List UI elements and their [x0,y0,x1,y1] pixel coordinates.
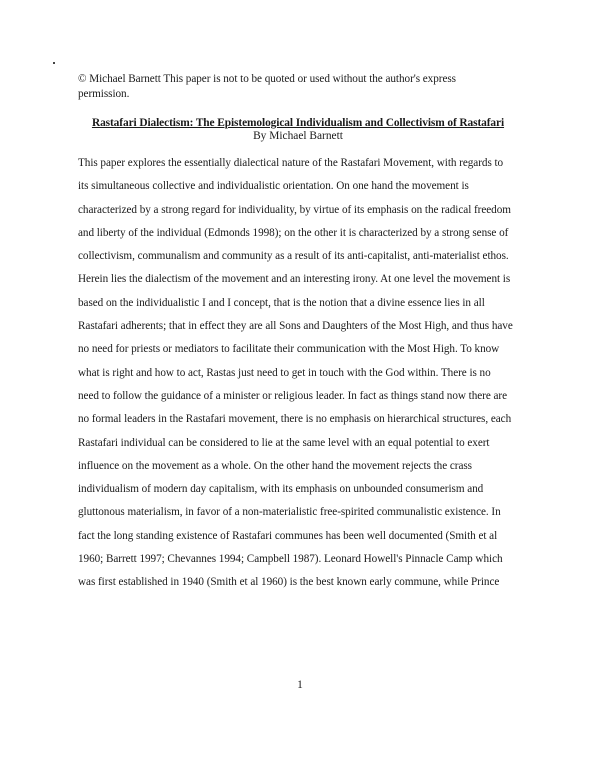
body-line: no formal leaders in the Rastafari movement, there is no emphasis on hierarchical structures, each [78,413,512,426]
body-line: based on the individualistic I and I concept, that is the notion that a divine essence lies in all [78,296,485,309]
body-line: This paper explores the essentially dialectical nature of the Rastafari Movement, with regards to [78,157,504,169]
body-line: no need for priests or mediators to facilitate their communication with the Most High. To know [78,343,500,356]
paper-title: Rastafari Dialectism: The Epistemological Individualism and Collectivism of Rastafari [91,117,505,129]
body-line: its simultaneous collective and individualistic orientation. On one hand the movement is [78,180,469,193]
body-line: need to follow the guidance of a minister or religious leader. In fact as things stand now there are [78,389,507,402]
body-line: Rastafari adherents; that in effect they are all Sons and Daughters of the Most High, and thus have [78,320,513,333]
body-line: individualism of modern day capitalism, with its emphasis on unbounded consumerism and [78,483,484,496]
author-byline: By Michael Barnett [253,130,343,142]
body-line: 1960; Barrett 1997; Chevannes 1994; Campbell 1987). Leonard Howell's Pinnacle Camp which [78,553,503,566]
body-line: characterized by a strong regard for individuality, by virtue of its emphasis on the radical freedom [78,203,511,216]
scan-speck [53,62,55,64]
body-line: fact the long standing existence of Rastafari communes has been well documented (Smith et al [78,529,498,542]
body-line: Rastafari individual can be considered to lie at the same level with an equal potential to exert [78,436,490,449]
body-line: gluttonous materialism, in favor of a non-materialistic free-spirited communalistic existence. In [78,506,501,519]
body-line: influence on the movement as a whole. On the other hand the movement rejects the crass [78,459,472,472]
body-line: Herein lies the dialectism of the movement and an interesting irony. At one level the movement is [78,273,511,286]
body-line: what is right and how to act, Rastas just need to get in touch with the God within. There is no [78,366,491,379]
page-number: 1 [297,679,303,691]
body-line: was first established in 1940 (Smith et al 1960) is the best known early commune, while Prince [78,576,500,589]
body-paragraph [78,152,518,595]
copyright-line: permission. [78,88,130,100]
copyright-notice [78,72,518,102]
copyright-line: © Michael Barnett This paper is not to be quoted or used without the author's express [78,73,456,85]
body-line: collectivism, communalism and community as a result of its anti-capitalist, anti-materialist ethos. [78,250,509,263]
body-line: and liberty of the individual (Edmonds 1998); on the other it is characterized by a strong sense of [78,226,509,239]
